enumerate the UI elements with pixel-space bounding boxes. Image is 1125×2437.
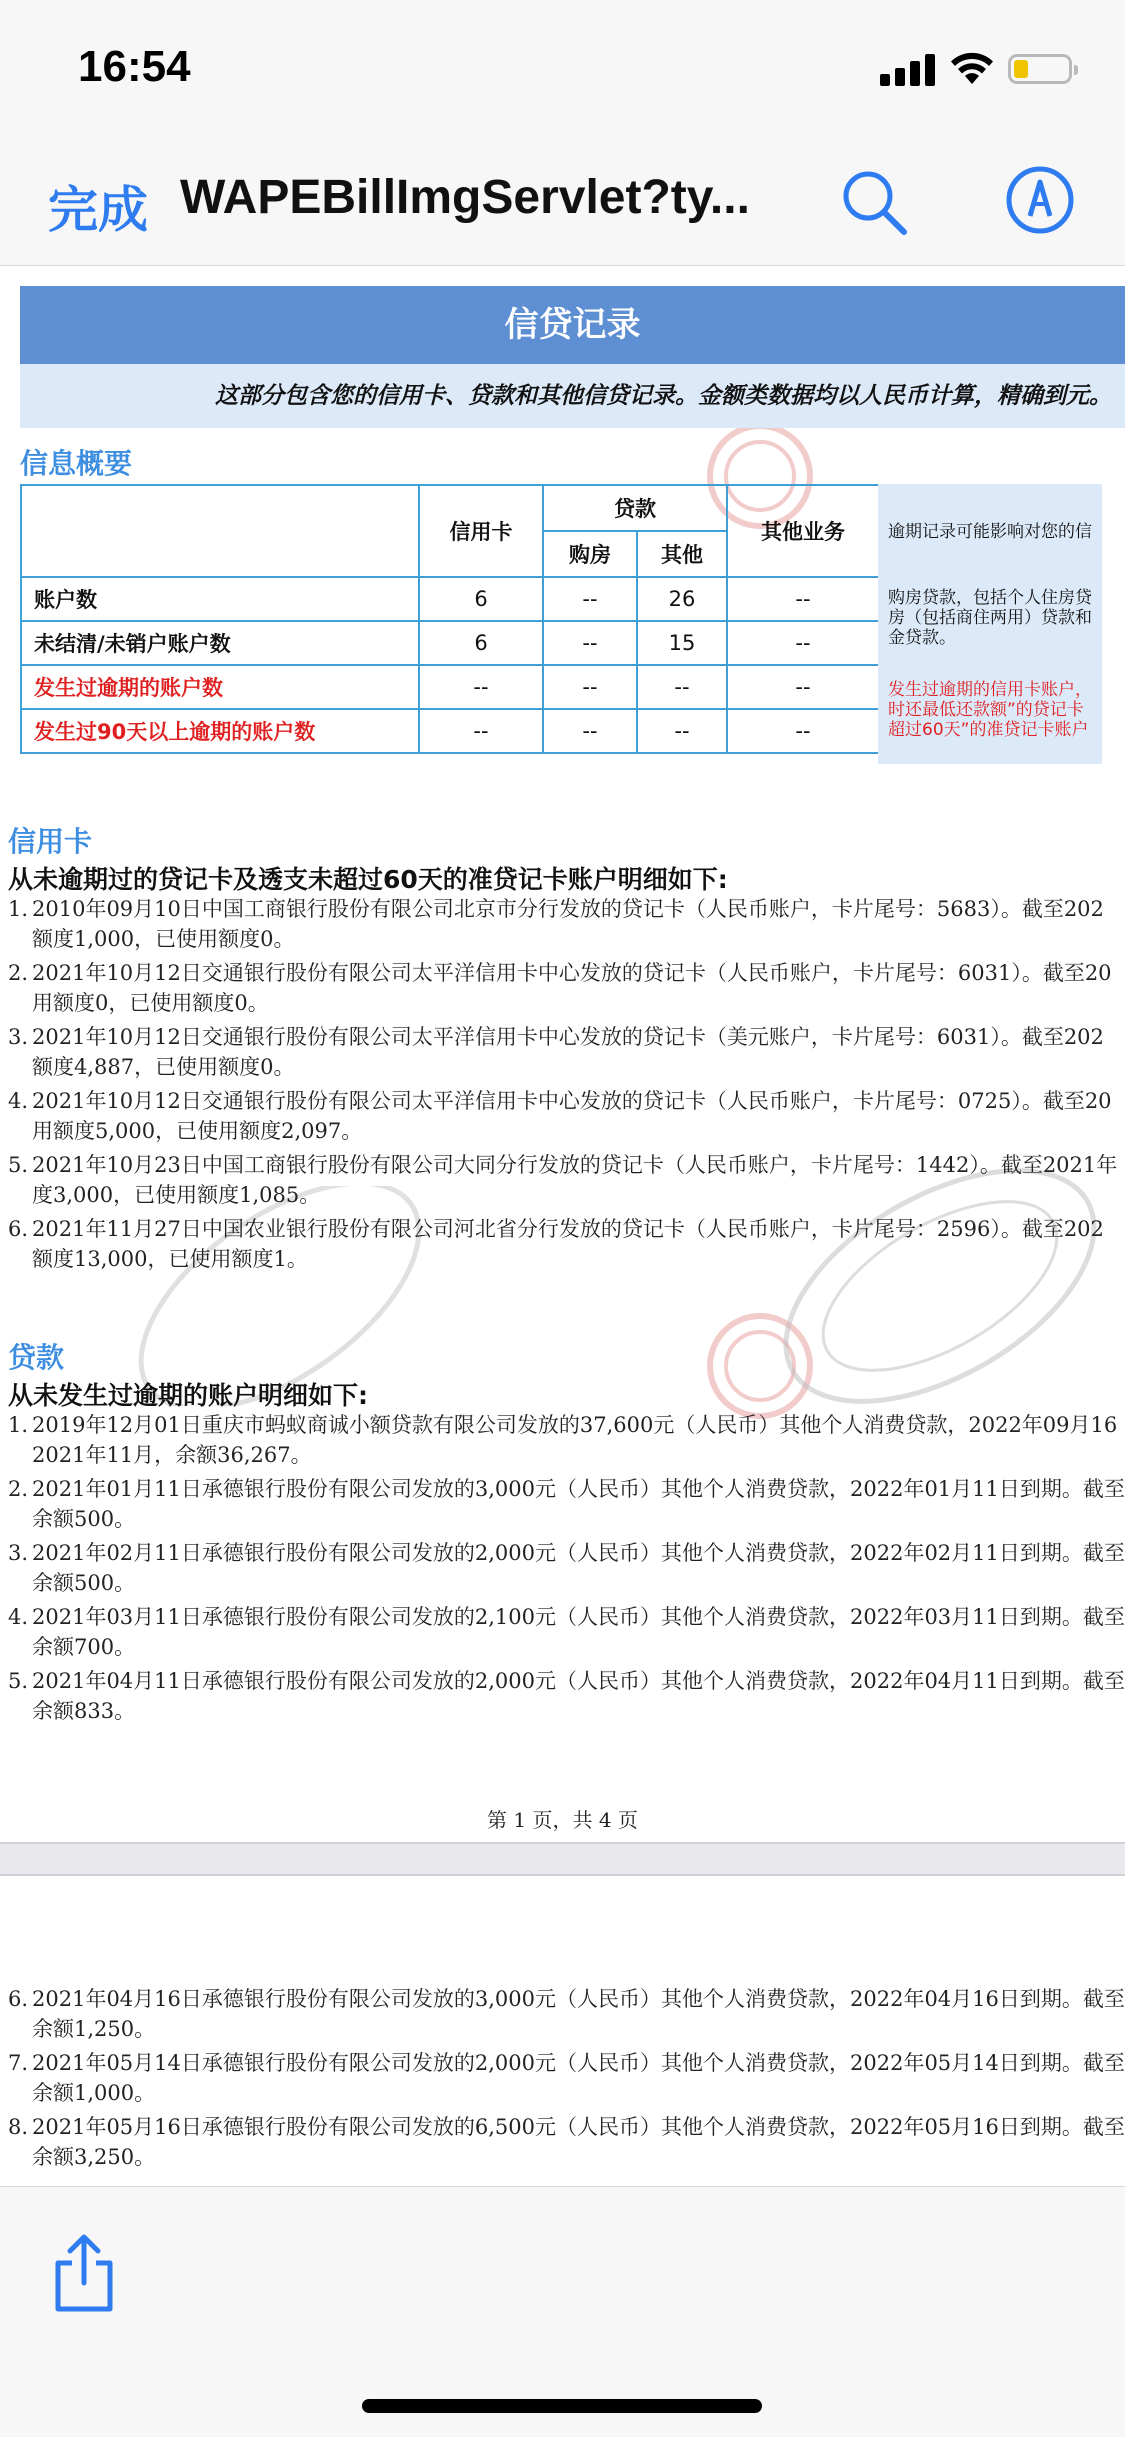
item-text: 额度4,887，已使用额度0。 — [32, 1055, 295, 1079]
item-text: 2021年10月12日交通银行股份有限公司太平洋信用卡中心发放的贷记卡（人民币账户，卡片尾号：0725）。截至20 — [32, 1089, 1112, 1113]
item-text: 2021年05月14日承德银行股份有限公司发放的2,000元（人民币）其他个人消费贷款，2022年05月14日到期。截至 — [32, 2051, 1125, 2075]
credit-record-subtitle: 这部分包含您的信用卡、贷款和其他信贷记录。金额类数据均以人民币计算，精确到元。 — [20, 364, 1125, 428]
done-button[interactable]: 完成 — [48, 181, 148, 239]
header-loan: 贷款 — [543, 485, 727, 531]
item-number: 7. — [8, 2051, 29, 2075]
item-number: 6. — [8, 1217, 29, 1241]
cell-value: -- — [543, 621, 637, 665]
item-text: 额度1,000，已使用额度0。 — [32, 927, 295, 951]
cell-value: -- — [543, 665, 637, 709]
table-corner — [21, 485, 419, 577]
share-icon[interactable] — [48, 2233, 120, 2313]
header-credit-card: 信用卡 — [419, 485, 543, 577]
item-text: 余额500。 — [32, 1571, 136, 1595]
cell-value: -- — [419, 665, 543, 709]
row-label: 发生过逾期的账户数 — [21, 665, 419, 709]
loan-subtitle: 从未发生过逾期的账户明细如下: — [8, 1381, 368, 1410]
item-text: 2021年10月12日交通银行股份有限公司太平洋信用卡中心发放的贷记卡（人民币账户，卡片尾号：6031）。截至20 — [32, 961, 1112, 985]
table-row — [21, 577, 879, 621]
table-row — [21, 621, 879, 665]
summary-table — [20, 484, 880, 754]
item-number: 3. — [8, 1025, 29, 1049]
side-note-line: 金贷款。 — [888, 628, 956, 648]
list-item — [8, 2048, 1125, 2108]
item-text: 2021年10月23日中国工商银行股份有限公司大同分行发放的贷记卡（人民币账户，卡片尾号：1442）。截至2021年 — [32, 1153, 1118, 1177]
item-text: 2021年11月，余额36,267。 — [32, 1443, 312, 1467]
list-item — [8, 2112, 1125, 2172]
side-note-line: 房（包括商住两用）贷款和 — [888, 608, 1092, 628]
cell-value: 6 — [419, 577, 543, 621]
markup-pen-icon[interactable] — [1004, 164, 1076, 236]
side-note-line: 发生过逾期的信用卡账户， — [888, 680, 1092, 700]
credit-card-subtitle: 从未逾期过的贷记卡及透支未超过60天的准贷记卡账户明细如下: — [8, 865, 728, 894]
row-label: 发生过90天以上逾期的账户数 — [21, 709, 419, 753]
item-number: 8. — [8, 2115, 29, 2139]
item-text: 余额500。 — [32, 1507, 136, 1531]
item-number: 5. — [8, 1669, 29, 1693]
item-number: 1. — [8, 897, 29, 921]
item-text: 2021年10月12日交通银行股份有限公司太平洋信用卡中心发放的贷记卡（美元账户，卡片尾号：6031）。截至202 — [32, 1025, 1104, 1049]
cell-value: -- — [727, 621, 879, 665]
battery-icon — [1008, 54, 1072, 84]
home-indicator[interactable] — [362, 2399, 762, 2413]
item-text: 2021年04月11日承德银行股份有限公司发放的2,000元（人民币）其他个人消费贷款，2022年04月11日到期。截至 — [32, 1669, 1125, 1693]
table-row — [21, 709, 879, 753]
list-item — [8, 1150, 1125, 1210]
side-note-line: 超过60天”的准贷记卡账户 — [888, 720, 1089, 740]
cell-value: 26 — [637, 577, 727, 621]
side-note-line: 购房贷款，包括个人住房贷 — [888, 588, 1092, 608]
list-item — [8, 1984, 1125, 2044]
page-separator — [0, 1842, 1125, 1876]
list-item — [8, 1022, 1125, 1082]
header-housing: 购房 — [543, 531, 637, 577]
cell-value: -- — [543, 577, 637, 621]
item-number: 3. — [8, 1541, 29, 1565]
cell-value: -- — [637, 665, 727, 709]
item-text: 用额度5,000，已使用额度2,097。 — [32, 1119, 363, 1143]
item-number: 6. — [8, 1987, 29, 2011]
side-note-housing — [878, 580, 1102, 672]
wifi-icon — [948, 48, 996, 86]
item-number: 4. — [8, 1089, 29, 1113]
cell-value: -- — [727, 709, 879, 753]
row-label: 未结清/未销户账户数 — [21, 621, 419, 665]
item-text: 2010年09月10日中国工商银行股份有限公司北京市分行发放的贷记卡（人民币账户，卡片尾号：5683）。截至202 — [32, 897, 1104, 921]
overview-title: 信息概要 — [20, 447, 133, 480]
credit-card-title: 信用卡 — [8, 825, 93, 858]
header-other-business: 其他业务 — [727, 485, 879, 577]
item-number: 4. — [8, 1605, 29, 1629]
item-number: 5. — [8, 1153, 29, 1177]
item-text: 余额3,250。 — [32, 2145, 156, 2169]
row-label: 账户数 — [21, 577, 419, 621]
page-number: 第 1 页，共 4 页 — [487, 1808, 638, 1832]
cell-value: -- — [727, 577, 879, 621]
list-item — [8, 1214, 1125, 1274]
item-text: 余额1,250。 — [32, 2017, 156, 2041]
cell-value: 6 — [419, 621, 543, 665]
item-number: 1. — [8, 1413, 29, 1437]
item-text: 用额度0，已使用额度0。 — [32, 991, 269, 1015]
list-item — [8, 1474, 1125, 1534]
cell-value: 15 — [637, 621, 727, 665]
side-note-overdue-accounts — [878, 672, 1102, 764]
list-item — [8, 1086, 1125, 1146]
item-text: 度3,000，已使用额度1,085。 — [32, 1183, 321, 1207]
item-text: 2021年02月11日承德银行股份有限公司发放的2,000元（人民币）其他个人消费贷款，2022年02月11日到期。截至 — [32, 1541, 1125, 1565]
document-viewer[interactable] — [0, 266, 1125, 2186]
table-row — [21, 665, 879, 709]
list-item — [8, 958, 1125, 1018]
list-item — [8, 1538, 1125, 1598]
cellular-signal-icon — [880, 52, 936, 86]
bottom-toolbar — [0, 2186, 1125, 2437]
cell-value: -- — [727, 665, 879, 709]
list-item — [8, 1666, 1125, 1726]
item-number: 2. — [8, 1477, 29, 1501]
watermark-seal-icon — [700, 1306, 820, 1426]
loan-title: 贷款 — [8, 1341, 65, 1374]
status-time: 16:54 — [78, 42, 191, 91]
side-note-line: 时还最低还款额”的贷记卡 — [888, 700, 1084, 720]
list-item — [8, 1410, 1125, 1470]
item-text: 余额1,000。 — [32, 2081, 156, 2105]
item-text: 余额833。 — [32, 1699, 136, 1723]
item-text: 2021年04月16日承德银行股份有限公司发放的3,000元（人民币）其他个人消费贷款，2022年04月16日到期。截至 — [32, 1987, 1125, 2011]
list-item — [8, 894, 1125, 954]
item-text: 2021年05月16日承德银行股份有限公司发放的6,500元（人民币）其他个人消费贷款，2022年05月16日到期。截至 — [32, 2115, 1125, 2139]
cell-value: -- — [543, 709, 637, 753]
credit-record-header: 信贷记录 — [20, 286, 1125, 364]
page-title: WAPEBillImgServlet?ty... — [180, 171, 750, 224]
search-icon[interactable] — [838, 166, 910, 238]
status-bar — [0, 0, 1125, 140]
header-other: 其他 — [637, 531, 727, 577]
item-text: 2021年03月11日承德银行股份有限公司发放的2,100元（人民币）其他个人消费贷款，2022年03月11日到期。截至 — [32, 1605, 1125, 1629]
side-note-overdue: 逾期记录可能影响对您的信 — [878, 484, 1102, 580]
item-text: 2021年01月11日承德银行股份有限公司发放的3,000元（人民币）其他个人消费贷款，2022年01月11日到期。截至 — [32, 1477, 1125, 1501]
navigation-bar — [0, 140, 1125, 266]
item-text: 余额700。 — [32, 1635, 136, 1659]
cell-value: -- — [419, 709, 543, 753]
list-item — [8, 1602, 1125, 1662]
item-text: 2021年11月27日中国农业银行股份有限公司河北省分行发放的贷记卡（人民币账户，卡片尾号：2596）。截至202 — [32, 1217, 1104, 1241]
item-number: 2. — [8, 961, 29, 985]
item-text: 2019年12月01日重庆市蚂蚁商诚小额贷款有限公司发放的37,600元（人民币）其他个人消费贷款，2022年09月16 — [32, 1413, 1118, 1437]
cell-value: -- — [637, 709, 727, 753]
item-text: 额度13,000，已使用额度1。 — [32, 1247, 308, 1271]
